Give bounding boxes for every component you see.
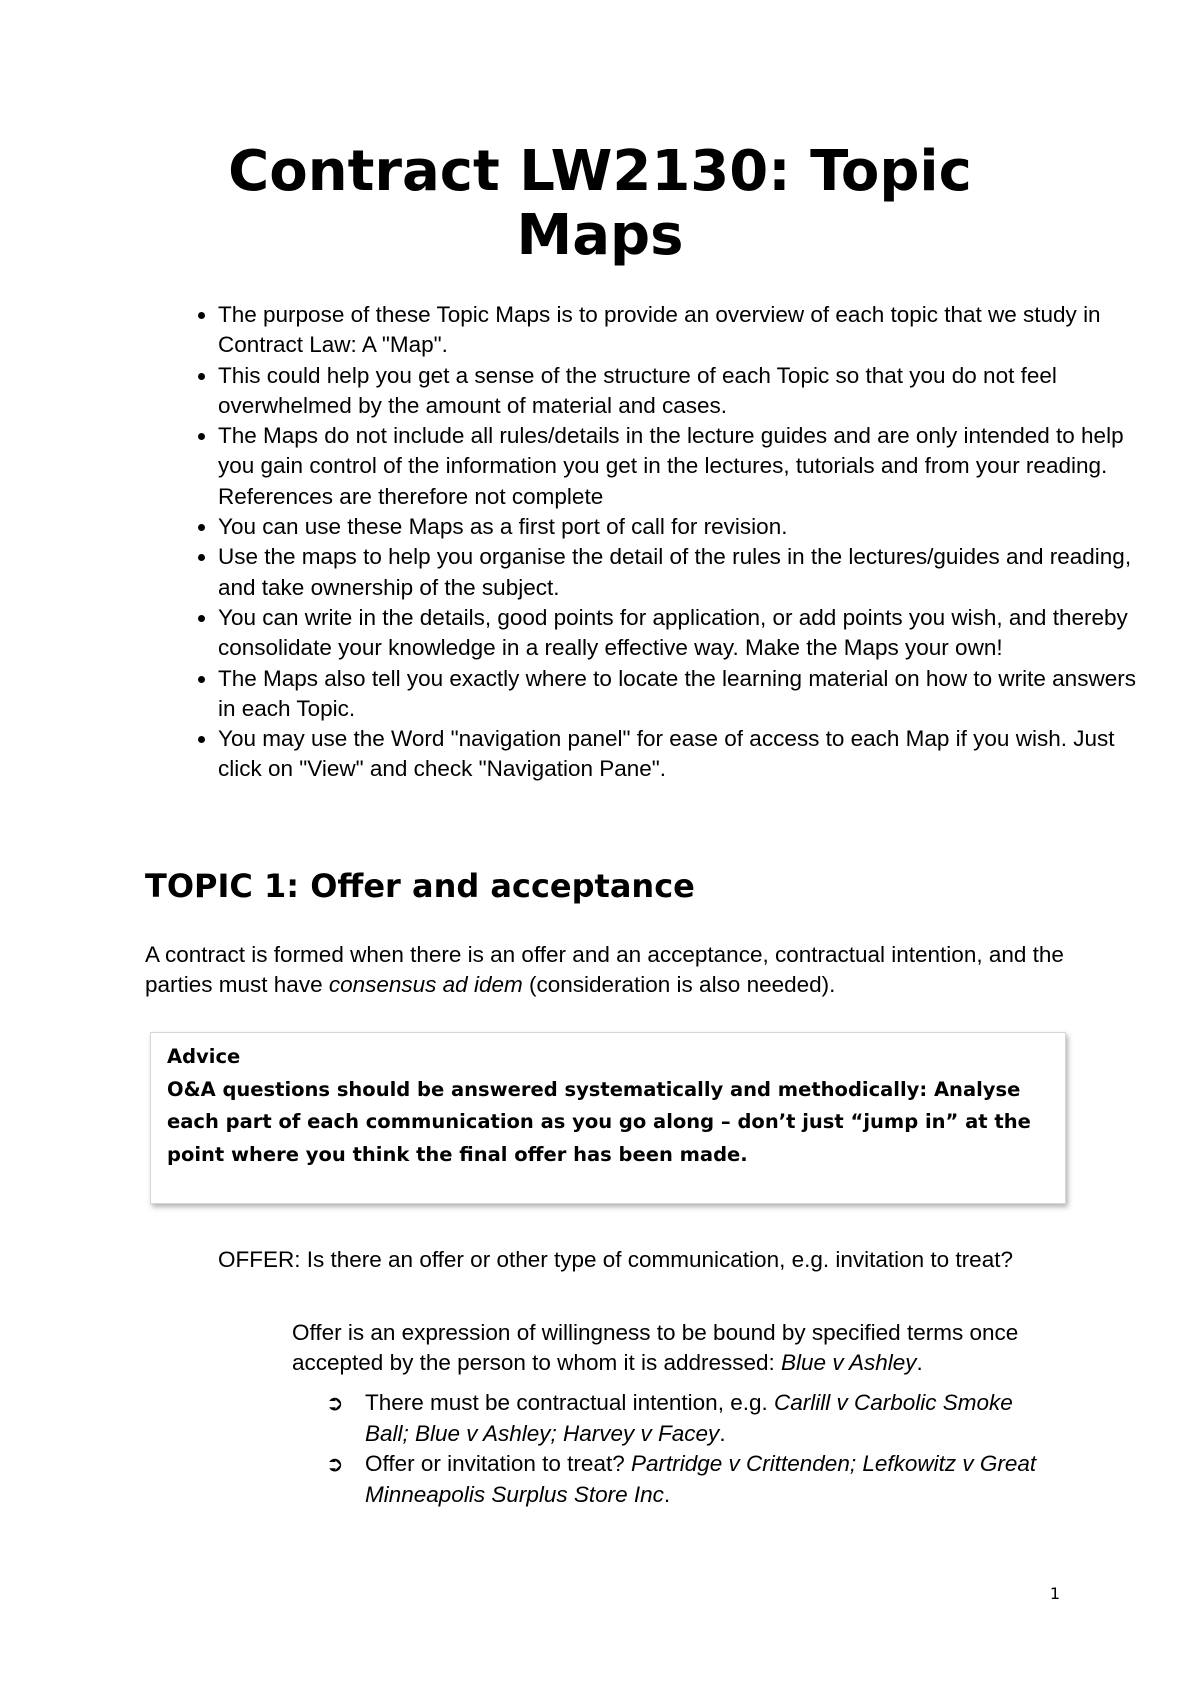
arrow-point-end: .	[719, 1420, 726, 1446]
offer-definition-end: .	[916, 1350, 923, 1375]
arrow-point	[292, 1449, 1052, 1510]
bullet-item: • You can write in the details, good points for application, or add points you wish, and thereby consolidate your knowledge in a really effective way. Make the Maps your own!	[218, 603, 1138, 664]
arrow-point	[292, 1388, 1052, 1449]
bullet-item: • You may use the Word "navigation panel" for ease of access to each Map if you wish. Just click on "View" and check "Navigation Pane".	[218, 724, 1138, 785]
bullet-item: • The purpose of these Topic Maps is to provide an overview of each topic that we study in Contract Law: A "Map".	[218, 300, 1138, 361]
offer-definition	[292, 1318, 1052, 1378]
arrow-point-text: Offer or invitation to treat?	[365, 1451, 631, 1476]
intro-paragraph	[145, 940, 1075, 1000]
arrow-right-icon: ➲	[326, 1391, 344, 1415]
advice-title: Advice	[167, 1045, 241, 1068]
bullet-item: • You can use these Maps as a first port of call for revision.	[218, 512, 1138, 542]
offer-definition-case: Blue v Ashley	[781, 1350, 917, 1375]
arrow-point-cases: Carlill v Carbolic Smoke Ball; Blue v Ashley; Harvey v Facey	[365, 1390, 1013, 1446]
intro-text: A contract is formed when there is an offer and an acceptance, contractual intention, and the parties must have	[145, 942, 1064, 997]
bullet-item: • The Maps also tell you exactly where to locate the learning material on how to write answers in each Topic.	[218, 664, 1138, 725]
advice-box	[150, 1032, 1066, 1204]
offer-definition-text: Offer is an expression of willingness to be bound by specified terms once accepted by the person to whom it is addressed:	[292, 1320, 1019, 1375]
bullet-item: • The Maps do not include all rules/details in the lecture guides and are only intended to help you gain control of the information you get in the lectures, tutorials and from your reading. References are therefore not complete	[218, 421, 1138, 512]
arrow-point-text: There must be contractual intention, e.g.	[365, 1390, 774, 1415]
topic-heading: TOPIC 1: Offer and acceptance	[145, 867, 695, 905]
page-number: 1	[1049, 1584, 1060, 1603]
offer-question: OFFER: Is there an offer or other type of communication, e.g. invitation to treat?	[218, 1247, 1013, 1272]
advice-body: O&A questions should be answered systematically and methodically: Analyse each part of each communication as you go along – don’t just “jump in” at the point where you think the final offer has been made.	[167, 1077, 1031, 1166]
arrow-point-list	[292, 1388, 1052, 1510]
intro-bullet-list	[145, 300, 1138, 785]
intro-text-end: (consideration is also needed).	[522, 972, 836, 997]
bullet-item: • Use the maps to help you organise the detail of the rules in the lectures/guides and reading, and take ownership of the subject.	[218, 542, 1138, 603]
bullet-item: • This could help you get a sense of the structure of each Topic so that you do not feel overwhelmed by the amount of material and cases.	[218, 361, 1138, 422]
arrow-point-end: .	[663, 1481, 671, 1507]
document-title: Contract LW2130: Topic Maps	[228, 139, 972, 268]
intro-latin-term: consensus ad idem	[328, 972, 523, 997]
arrow-right-icon: ➲	[326, 1452, 344, 1476]
arrow-point-cases: Partridge v Crittenden; Lefkowitz v Great Minneapolis Surplus Store Inc	[365, 1451, 1037, 1507]
